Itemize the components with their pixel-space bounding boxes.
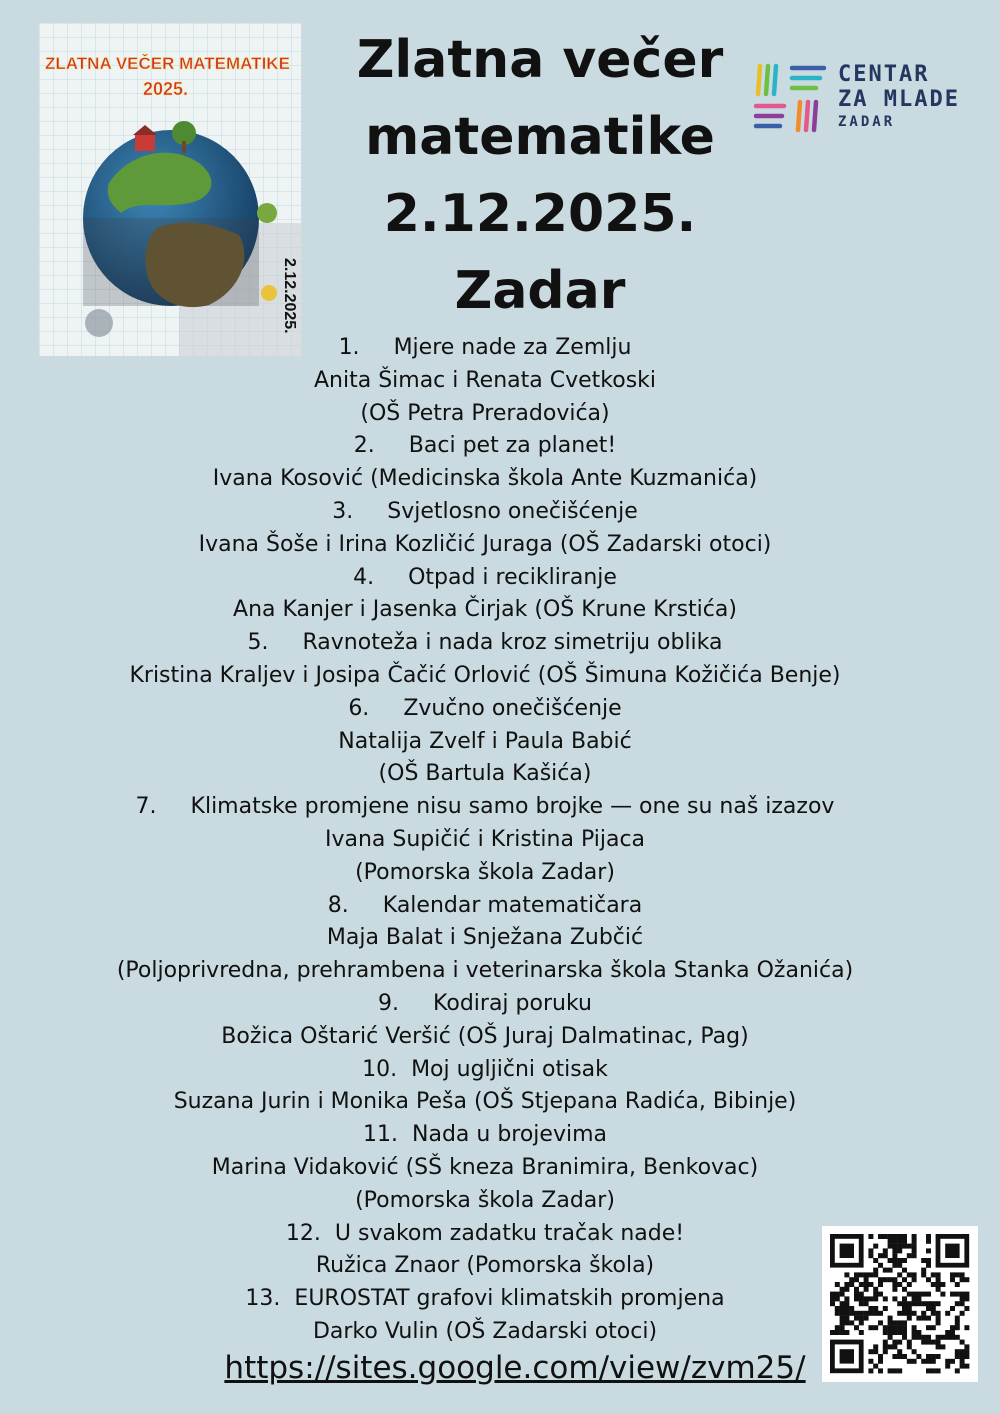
- title-line-4: Zadar: [454, 261, 626, 321]
- title-line-3: 2.12.2025.: [383, 184, 697, 244]
- program-item-number: 11.: [363, 1122, 398, 1148]
- program-item-number: 9.: [378, 990, 400, 1016]
- program-item-author-line: (Poljoprivredna, prehrambena i veterinarska škola Stanka Ožanića): [116, 958, 854, 984]
- program-item-title: [0, 1054, 970, 1087]
- program-item-title: [0, 430, 970, 463]
- website-link-text[interactable]: https://sites.google.com/view/zvm25/: [224, 1350, 806, 1386]
- program-item-title: [0, 496, 970, 529]
- program-item-number: 5.: [247, 630, 269, 656]
- program-item-title-text: Kodiraj poruku: [433, 990, 592, 1016]
- program-item-title-text: Nada u brojevima: [412, 1122, 607, 1148]
- program-item-title-text: Klimatske promjene nisu samo brojke — one su naš izazov: [190, 794, 835, 820]
- program-item-number: 1.: [338, 335, 360, 360]
- program-item-title-text: Otpad i recikliranje: [408, 564, 617, 590]
- program-item-title-text: Ravnoteža i nada kroz simetriju oblika: [302, 630, 723, 656]
- title-line-1: Zlatna večer: [356, 30, 724, 90]
- program-item-number: 3.: [332, 498, 354, 524]
- program-item-author-line: Suzana Jurin i Monika Peša (OŠ Stjepana Radića, Bibinje): [173, 1089, 797, 1115]
- centar-za-mlade-logo: [752, 58, 972, 138]
- program-item-title-text: Zvučno onečišćenje: [403, 695, 622, 721]
- program-list: [0, 332, 970, 1349]
- title-line-2: matematike: [365, 107, 715, 167]
- program-item-number: 8.: [327, 892, 349, 918]
- logo-text-line1: CENTAR: [838, 62, 930, 87]
- program-item-author-line: Marina Vidaković (SŠ kneza Branimira, Benkovac): [211, 1154, 759, 1180]
- program-item-title-text: Moj ugljični otisak: [411, 1056, 608, 1082]
- program-item-title-text: U svakom zadatku tračak nade!: [334, 1220, 685, 1246]
- program-item-author-line: (OŠ Petra Preradovića): [360, 400, 610, 426]
- program-item-title-text: Baci pet za planet!: [408, 433, 617, 459]
- program-item-title: [0, 562, 970, 595]
- program-item-author-line: Darko Vulin (OŠ Zadarski otoci): [312, 1318, 658, 1344]
- program-item-title-text: EUROSTAT grafovi klimatskih promjena: [294, 1286, 725, 1312]
- program-item-author-line: Božica Oštarić Veršić (OŠ Juraj Dalmatinac, Pag): [221, 1023, 749, 1049]
- program-item-title: [0, 693, 970, 726]
- poster-side-date: 2.12.2025.: [281, 258, 298, 334]
- poster-title-line2: 2025.: [143, 79, 189, 99]
- program-item-author-line: Natalija Zvelf i Paula Babić: [338, 728, 632, 754]
- program-item-author-line: (Pomorska škola Zadar): [355, 1187, 615, 1213]
- program-item-author-line: Ivana Supičić i Kristina Pijaca: [324, 826, 646, 852]
- program-item-author-line: Kristina Kraljev i Josipa Čačić Orlović (OŠ Šimuna Kožičića Benje): [129, 662, 841, 688]
- program-item-number: 6.: [348, 695, 370, 721]
- logo-text-line3: ZADAR: [838, 114, 896, 130]
- program-item-number: 12.: [285, 1220, 321, 1246]
- program-item-number: 10.: [362, 1056, 398, 1082]
- logo-stripes-icon: [752, 58, 832, 138]
- program-item-number: 2.: [353, 433, 375, 459]
- program-item-number: 7.: [135, 794, 157, 820]
- program-item-title-text: Svjetlosno onečišćenje: [387, 498, 638, 524]
- qr-code-graphic: [822, 1226, 978, 1382]
- program-item-author-line: (OŠ Bartula Kašića): [378, 761, 592, 787]
- program-item-title: [0, 627, 970, 660]
- program-item-title: [0, 791, 970, 824]
- program-item-title: [0, 332, 970, 365]
- program-item-author-line: Ružica Znaor (Pomorska škola): [315, 1253, 655, 1279]
- program-item-title: [0, 890, 970, 923]
- program-item-author-line: Ivana Šoše i Irina Kozličić Juraga (OŠ Zadarski otoci): [198, 531, 772, 557]
- event-poster-image: [38, 22, 302, 357]
- program-item-number: 4.: [353, 564, 375, 590]
- poster-title-line1: ZLATNA VEČER MATEMATIKE: [45, 54, 290, 73]
- program-item-title-text: Mjere nade za Zemlju: [393, 335, 632, 360]
- program-item-title-text: Kalendar matematičara: [382, 892, 643, 918]
- program-item-title: [0, 1119, 970, 1152]
- program-item-number: 13.: [245, 1286, 281, 1312]
- program-item-title: [0, 988, 970, 1021]
- program-item-author-line: (Pomorska škola Zadar): [355, 859, 615, 885]
- program-item-author-line: Ivana Kosović (Medicinska škola Ante Kuzmanića): [212, 466, 758, 492]
- qr-code-icon: [822, 1226, 978, 1382]
- logo-text-line2: ZA MLADE: [838, 87, 960, 112]
- page-title: [320, 22, 760, 330]
- program-item-author-line: Anita Šimac i Renata Cvetkoski: [313, 367, 657, 393]
- program-item-author-line: Ana Kanjer i Jasenka Čirjak (OŠ Krune Krstića): [233, 597, 737, 623]
- program-item-author-line: Maja Balat i Snježana Zubčić: [326, 925, 644, 951]
- poster-illustration: [39, 23, 301, 356]
